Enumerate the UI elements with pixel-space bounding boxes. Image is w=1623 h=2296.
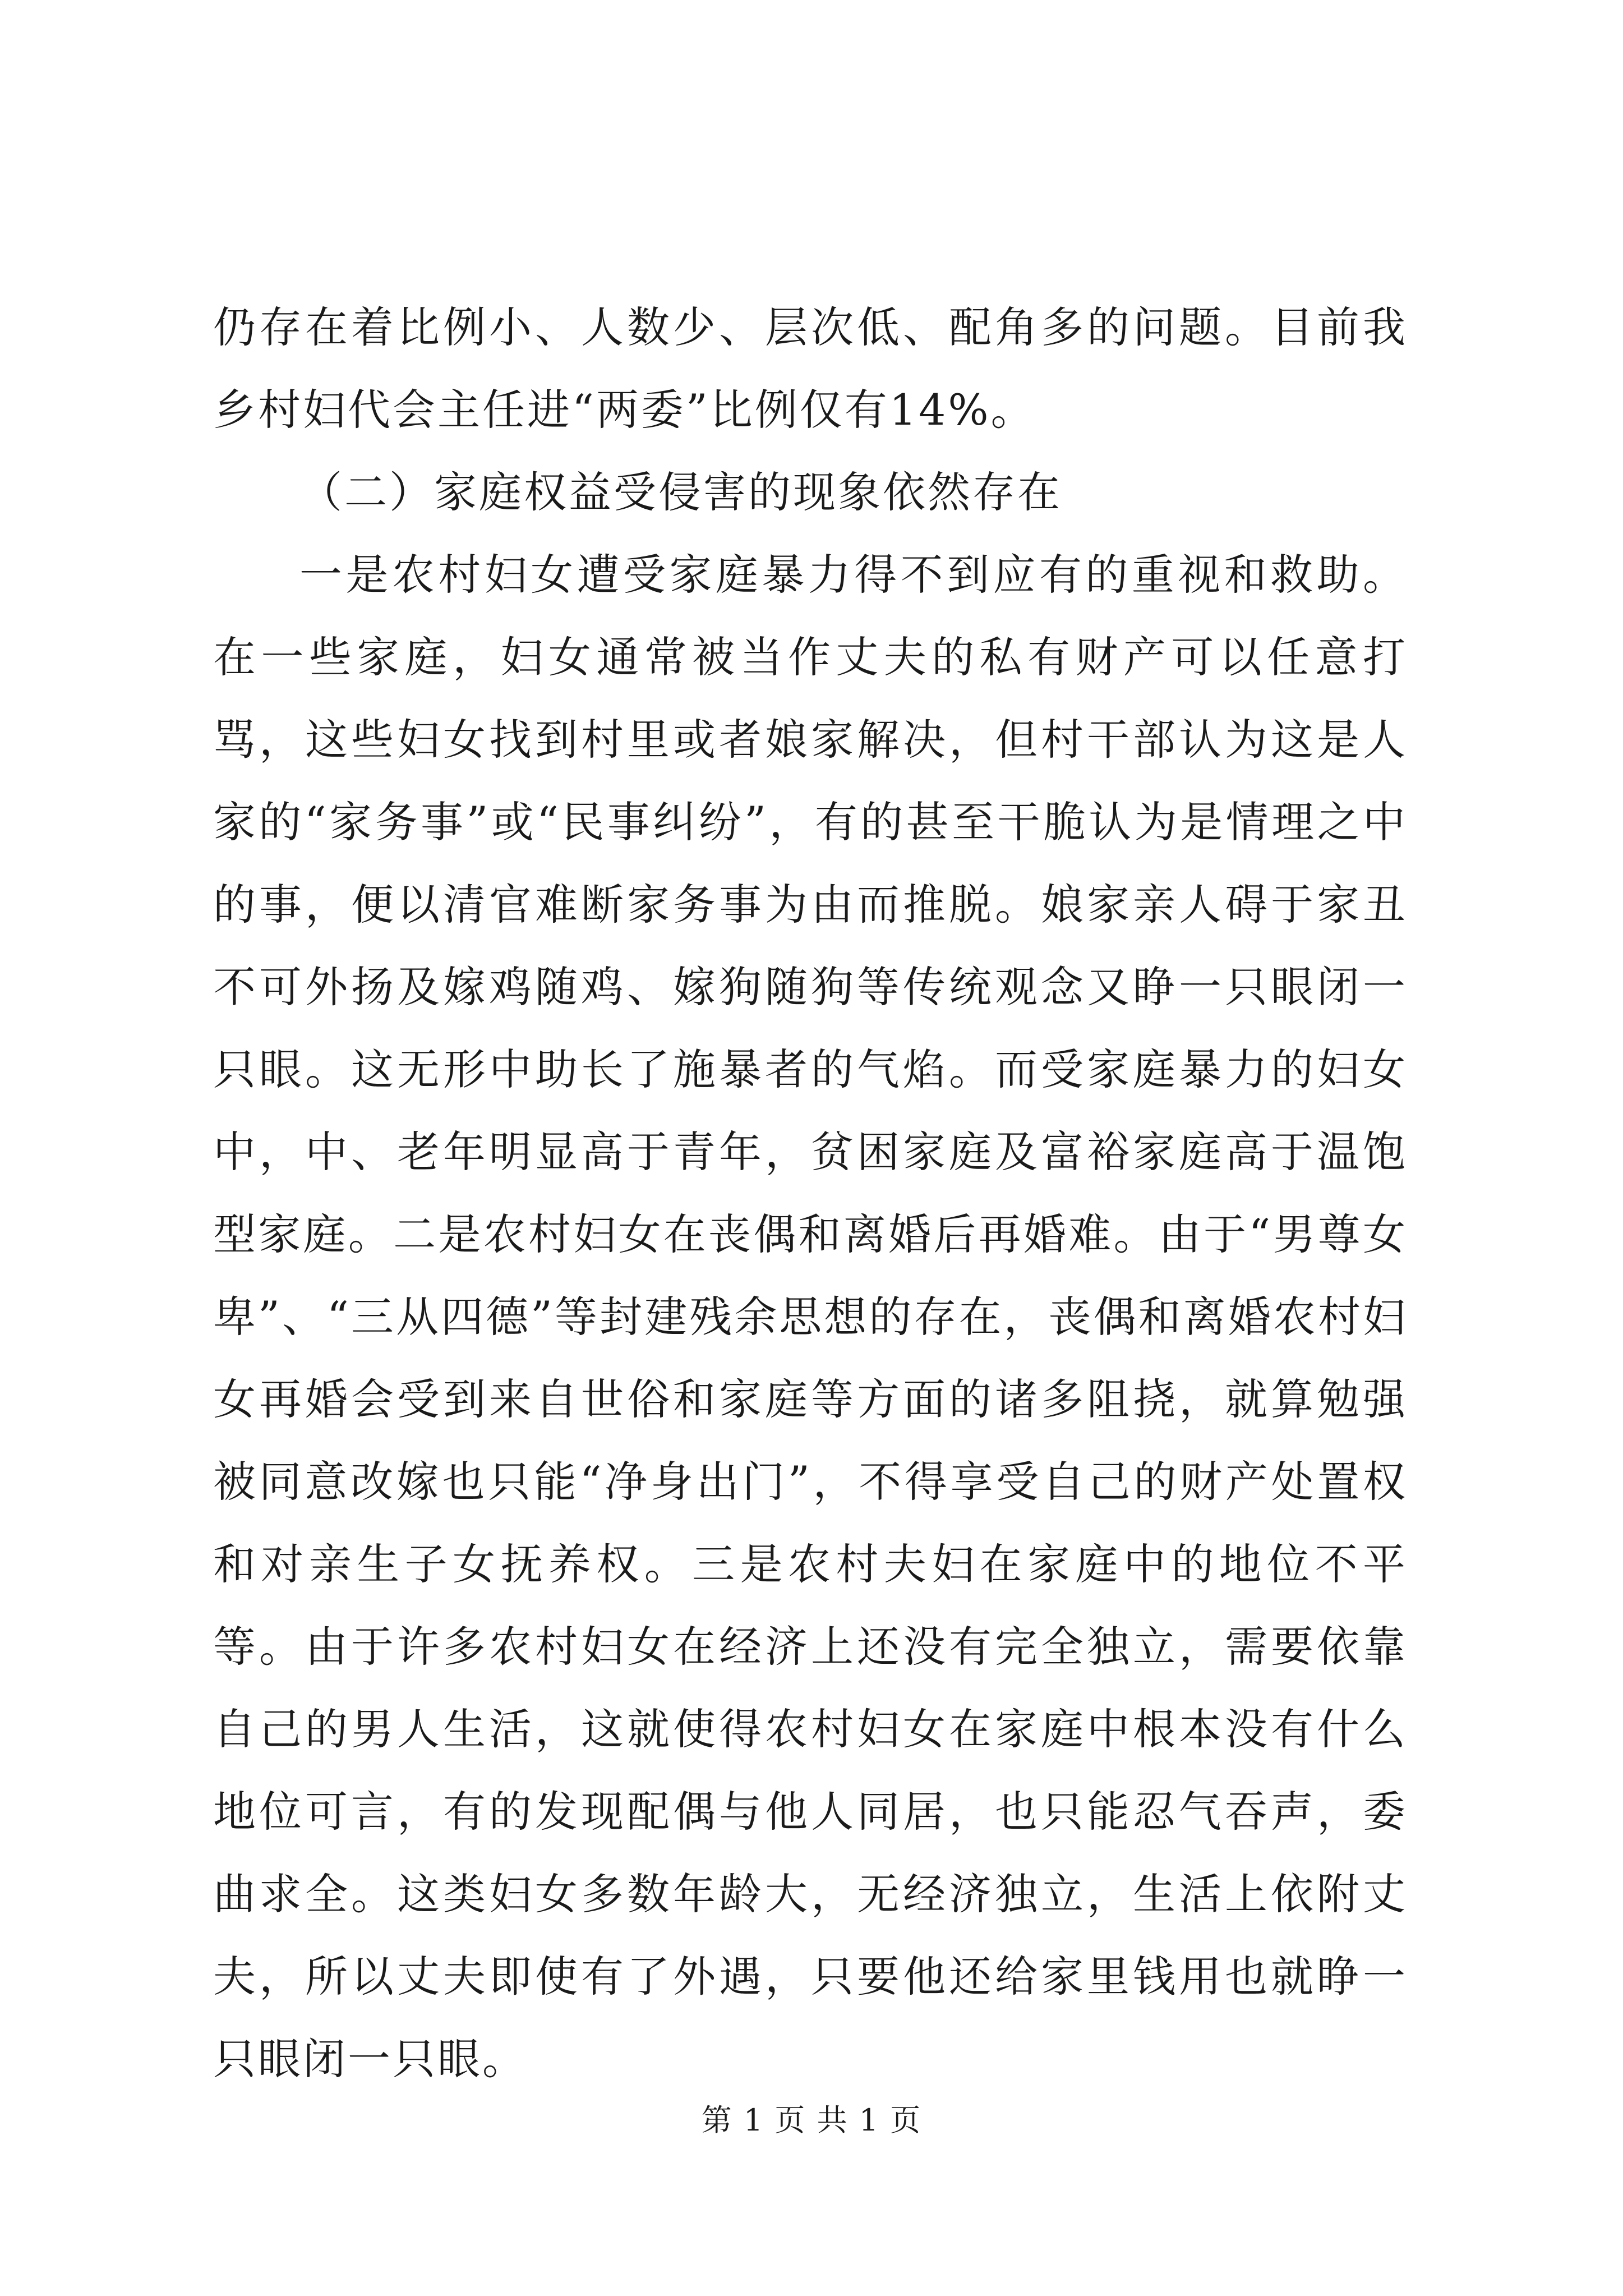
- paragraph-intro-continuation: 仍存在着比例小、人数少、层次低、配角多的问题。目前我乡村妇代会主任进“两委”比例仅有14%。: [213, 302, 1408, 435]
- page-footer: 第 1 页 共 1 页: [701, 2102, 922, 2138]
- section-heading: （二）家庭权益受侵害的现象依然存在: [299, 467, 1062, 517]
- paragraph-body: 一是农村妇女遭受家庭暴力得不到应有的重视和救助。在一些家庭，妇女通常被当作丈夫的私有财产可以任意打骂，这些妇女找到村里或者娘家解决，但村干部认为这是人家的“家务事”或“民事纠纷”，有的甚至干脆认为是情理之中的事，便以清官难断家务事为由而推脱。娘家亲人碍于家丑不可外扬及嫁鸡随鸡、嫁狗随狗等传统观念又睁一只眼闭一只眼。这无形中助长了施暴者的气焰。而受家庭暴力的妇女中，中、老年明显高于青年，贫困家庭及富裕家庭高于温饱型家庭。二是农村妇女在丧偶和离婚后再婚难。由于“男尊女卑”、“三从四德”等封建残余思想的存在，丧偶和离婚农村妇女再婚会受到来自世俗和家庭等方面的诸多阻挠，就算勉强被同意改嫁也只能“净身出门”，不得享受自己的财产处置权和对亲生子女抚养权。三是农村夫妇在家庭中的地位不平等。由于许多农村妇女在经济上还没有完全独立，需要依靠自己的男人生活，这就使得农村妇女在家庭中根本没有什么地位可言，有的发现配偶与他人同居，也只能忍气吞声，委曲求全。这类妇女多数年龄大，无经济独立，生活上依附丈夫，所以丈夫即使有了外遇，只要他还给家里钱用也就睁一只眼闭一只眼。: [213, 550, 1408, 2084]
- document-body: [213, 286, 1408, 2100]
